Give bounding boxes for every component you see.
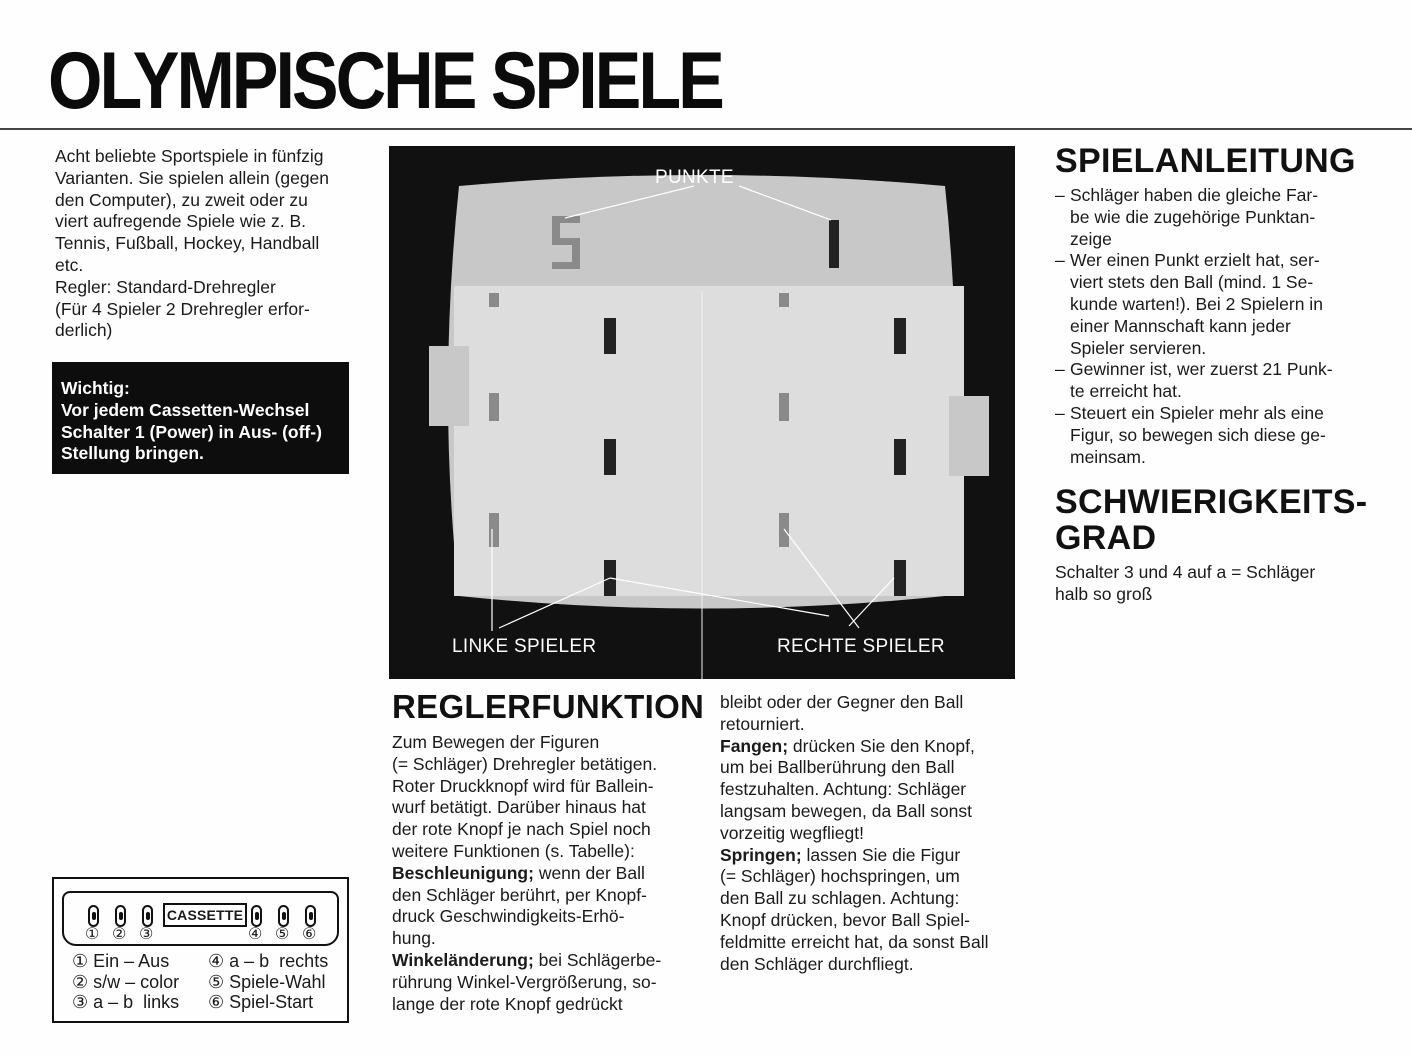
list-item: – Wer einen Punkt erzielt hat, ser- viert stets den Ball (mind. 1 Se- kunde warten!). Bei 2 Spielern in einer Mannschaft kann jeder Spieler servieren. (1055, 250, 1375, 359)
legend-item: ⑥ Spiel-Start (208, 992, 314, 1012)
legend-item: ③ a – b links (72, 992, 180, 1012)
legend-left (72, 951, 179, 1013)
playfield (454, 286, 964, 596)
legend-item: ② s/w – color (72, 971, 180, 992)
switch-5-icon (278, 905, 289, 927)
switch-number: ④ (248, 926, 263, 943)
difficulty-text: Schalter 3 und 4 auf a = Schläger halb so groß (1055, 562, 1316, 604)
legend-item: ⑤ Spiele-Wahl (208, 971, 326, 992)
list-item: – Schläger haben die gleiche Far- be wie die zugehörige Punktan- zeige (1055, 185, 1375, 250)
switch-number: ③ (139, 926, 154, 943)
switch-number: ⑥ (302, 926, 317, 943)
switch-number: ① (85, 926, 100, 943)
game-screenshot (389, 146, 1015, 679)
heading-spielanleitung: SPIELANLEITUNG (1055, 142, 1356, 180)
col2-intro: bleibt oder der Gegner den Ball retourniert. (720, 692, 964, 734)
label-left-players: LINKE SPIELER (452, 636, 597, 657)
heading-reglerfunktion: REGLERFUNKTION (392, 688, 705, 725)
legend-item: ① Ein – Aus (72, 951, 170, 971)
legend-right (208, 951, 328, 1013)
intro-text: Acht beliebte Sportspiele in fünfzig Varianten. Sie spielen allein (gegen den Computer), zu zweit oder zu viert aufregende Spiele wie z. B. Tennis, Fußball, Hockey, Handball etc. Regler: Standard-Drehregler (Für 4 Spieler 2 Drehregler erfor- derlich) (55, 146, 330, 341)
page-title: OLYMPISCHE SPIELE (48, 35, 722, 126)
label-right-players: RECHTE SPIELER (777, 636, 945, 657)
score-digit-right (829, 220, 839, 268)
console-diagram (52, 877, 349, 1023)
text-springen: lassen Sie die Figur (= Schläger) hochspringen, um den Ball zu schlagen. Achtung: Knopf drücken, bevor Ball Spiel- feldmitte erreicht hat, da sonst Ball den Schläger durchfliegt. (720, 844, 989, 974)
term-springen: Springen; (720, 844, 802, 865)
switch-number: ⑤ (275, 926, 290, 943)
reglerfunktion-column-2 (720, 692, 1040, 975)
switch-6-icon (305, 905, 316, 927)
heading-schwierigkeitsgrad: SCHWIERIGKEITS- GRAD (1055, 483, 1368, 557)
text-beschleunigung: wenn der Ball den Schläger berührt, per Knopf- druck Geschwindigkeits-Erhö- hung. (392, 862, 647, 949)
term-fangen: Fangen; (720, 735, 789, 756)
text-winkelaenderung: bei Schlägerbe- rührung Winkel-Vergrößerung, so- lange der rote Knopf gedrückt (392, 949, 662, 1014)
text-fangen: drücken Sie den Knopf, um bei Ballberührung den Ball festzuhalten. Achtung: Schläger langsam bewegen, da Ball sonst vorzeitig wegfliegt! (720, 735, 975, 843)
switch-2-icon (115, 905, 126, 927)
reglerfunktion-intro: Zum Bewegen der Figuren (= Schläger) Drehregler betätigen. Roter Druckknopf wird für Ballein- wurf betätigt. Darüber hinaus hat der rote Knopf je nach Spiel noch weitere Funktionen (s. Tabelle): (392, 732, 658, 861)
list-item: – Gewinner ist, wer zuerst 21 Punk- te erreicht hat. (1055, 359, 1375, 403)
label-points: PUNKTE (655, 167, 734, 188)
legend-item: ④ a – b rechts (208, 951, 329, 971)
cassette-label: CASSETTE (163, 903, 247, 927)
switch-4-icon (251, 905, 262, 927)
switch-1-icon (88, 905, 99, 927)
console-panel (62, 891, 339, 946)
reglerfunktion-column-1 (392, 732, 712, 1015)
term-winkelaenderung: Winkeländerung; (392, 949, 534, 970)
switch-3-icon (142, 905, 153, 927)
switch-number: ② (112, 926, 127, 943)
title-divider (0, 128, 1412, 130)
list-item: – Steuert ein Spieler mehr als eine Figur, so bewegen sich diese ge- meinsam. (1055, 403, 1375, 468)
warning-box: Wichtig: Vor jedem Cassetten-Wechsel Schalter 1 (Power) in Aus- (off-) Stellung bringen. (52, 362, 349, 474)
tv-screen-illustration (389, 146, 1015, 679)
rules-list (1055, 185, 1375, 468)
term-beschleunigung: Beschleunigung; (392, 862, 534, 883)
